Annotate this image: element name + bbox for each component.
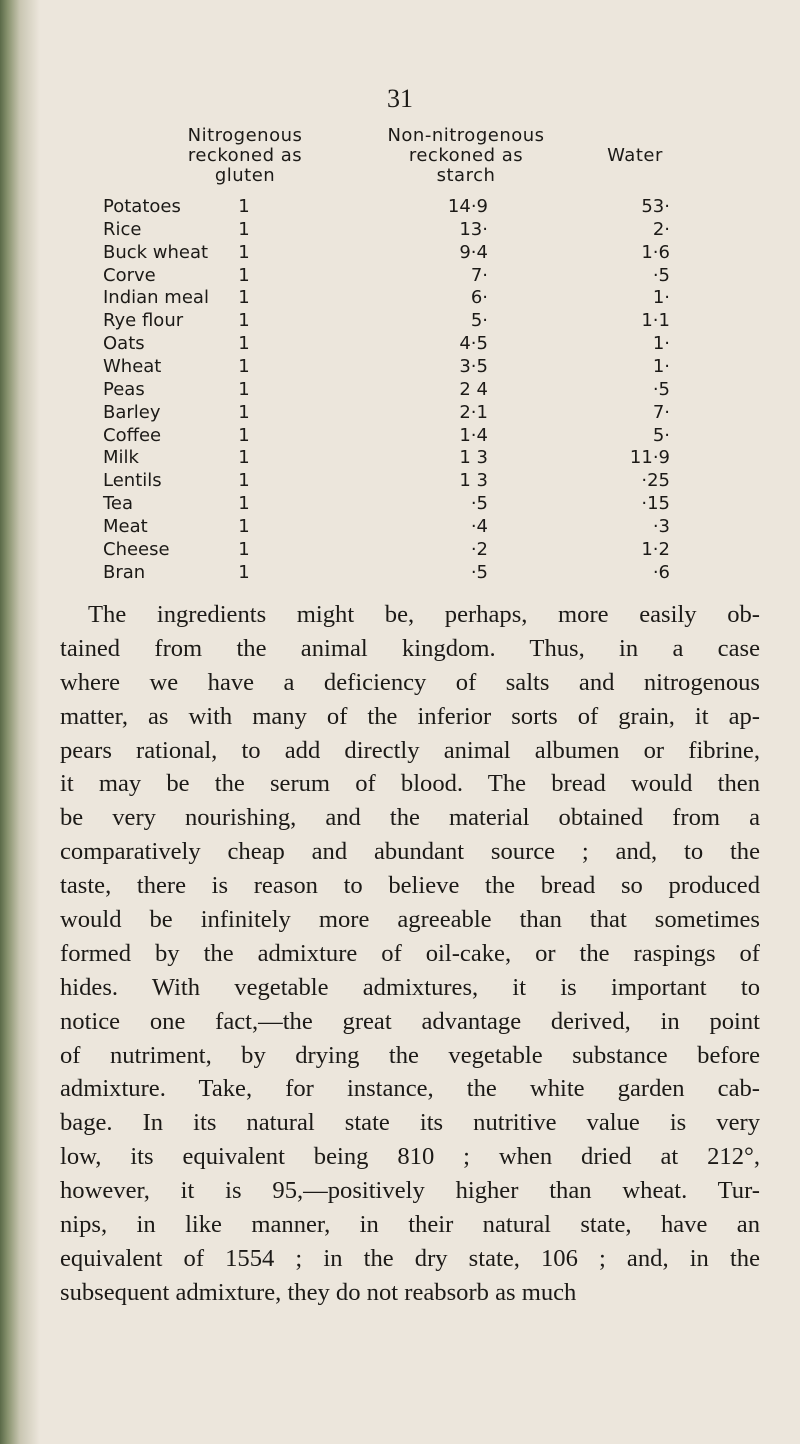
nitrogenous-cell: 1	[238, 218, 250, 240]
water-cell: ·3	[652, 515, 670, 537]
water-cell: 7·	[652, 401, 670, 423]
non-nitrogenous-cell: 5·	[470, 310, 488, 332]
non-nitrogenous-cell: ·2	[470, 538, 488, 560]
nitrogenous-cell: 1	[238, 424, 250, 446]
header-nitrogenous-line: Nitrogenous	[187, 125, 303, 146]
header-non-nitrogenous	[386, 126, 546, 186]
water-cell: ·15	[641, 493, 670, 515]
header-nitrogenous-line: gluten	[214, 165, 276, 186]
water-cell: ·5	[652, 264, 670, 286]
nitrogenous-cell: 1	[238, 401, 250, 423]
food-name-cell: Rye flour	[103, 310, 184, 332]
food-name-cell: Indian meal	[103, 287, 209, 309]
water-cell: 2·	[652, 218, 670, 240]
body-paragraph	[60, 598, 760, 1310]
paragraph-line: comparatively cheap and abundant source ; and, to the	[60, 838, 760, 866]
non-nitrogenous-cell: 13·	[459, 218, 488, 240]
paragraph-line: would be infinitely more agreeable than that sometimes	[60, 906, 760, 934]
paragraph-line: matter, as with many of the inferior sorts of grain, it ap-	[60, 702, 760, 730]
header-water	[590, 146, 680, 166]
food-name-cell: Peas	[103, 378, 145, 400]
header-nitrogenous	[180, 126, 310, 186]
nitrogenous-cell: 1	[238, 447, 250, 469]
non-nitrogenous-cell: 3·5	[459, 355, 488, 377]
paragraph-line: admixture. Take, for instance, the white garden cab-	[60, 1075, 760, 1103]
nitrogenous-cell: 1	[238, 378, 250, 400]
header-water-line: Water	[607, 145, 663, 166]
non-nitrogenous-cell: 14·9	[447, 196, 488, 217]
paragraph-line: be very nourishing, and the material obtained from a	[60, 804, 760, 832]
paragraph-line: it may be the serum of blood. The bread would then	[60, 770, 760, 798]
non-nitrogenous-cell: ·5	[470, 493, 488, 515]
paragraph-line: taste, there is reason to believe the bread so produced	[60, 872, 760, 900]
header-non-nitrogenous-line: Non-nitrogenous	[387, 125, 545, 146]
water-cell: 1·2	[641, 538, 670, 560]
water-cell: 53·	[641, 196, 670, 217]
nitrogenous-cell: 1	[238, 287, 250, 309]
non-nitrogenous-cell: 4·5	[459, 333, 488, 355]
water-cell: 1·1	[641, 310, 670, 332]
paragraph-line: equivalent of 1554 ; in the dry state, 106 ; and, in the	[60, 1244, 760, 1272]
food-name-cell: Lentils	[103, 470, 162, 492]
paragraph-line: low, its equivalent being 810 ; when dried at 212°,	[60, 1143, 760, 1171]
nitrogenous-cell: 1	[238, 310, 250, 332]
nitrogenous-cell: 1	[238, 538, 250, 560]
page-number: 31	[387, 84, 413, 113]
food-name-cell: Oats	[103, 333, 145, 355]
paragraph-line: nips, in like manner, in their natural state, have an	[60, 1211, 760, 1239]
water-cell: 11·9	[629, 447, 670, 469]
non-nitrogenous-cell: 1 3	[459, 447, 488, 469]
water-cell: ·5	[652, 378, 670, 400]
nitrogenous-cell: 1	[238, 196, 250, 217]
paragraph-line: bage. In its natural state its nutritive value is very	[60, 1109, 760, 1137]
food-name-cell: Rice	[103, 218, 142, 240]
water-cell: 1·	[652, 333, 670, 355]
food-name-cell: Coffee	[103, 424, 162, 446]
paragraph-line: hides. With vegetable admixtures, it is important to	[60, 973, 760, 1001]
food-name-cell: Potatoes	[103, 196, 181, 217]
non-nitrogenous-cell: 2 4	[459, 378, 488, 400]
non-nitrogenous-cell: 1·4	[459, 424, 488, 446]
food-name-cell: Milk	[103, 447, 139, 469]
non-nitrogenous-cell: 6·	[470, 287, 488, 309]
food-name-cell: Tea	[103, 493, 134, 515]
water-cell: 5·	[652, 424, 670, 446]
food-name-cell: Corve	[103, 264, 156, 286]
nitrogenous-cell: 1	[238, 264, 250, 286]
non-nitrogenous-cell: ·4	[470, 515, 488, 537]
nitrogenous-cell: 1	[238, 561, 250, 583]
nitrogenous-cell: 1	[238, 241, 250, 263]
nitrogenous-cell: 1	[238, 355, 250, 377]
nitrogenous-cell: 1	[238, 333, 250, 355]
nitrogenous-cell: 1	[238, 515, 250, 537]
table-row	[0, 562, 800, 590]
header-non-nitrogenous-line: starch	[436, 165, 496, 186]
paragraph-line: subsequent admixture, they do not reabsorb as much	[60, 1278, 577, 1306]
food-name-cell: Bran	[103, 561, 146, 583]
water-cell: 1·	[652, 355, 670, 377]
non-nitrogenous-cell: 1 3	[459, 470, 488, 492]
paragraph-line: tained from the animal kingdom. Thus, in a case	[60, 634, 760, 662]
food-name-cell: Wheat	[103, 355, 162, 377]
paragraph-line: notice one fact,—the great advantage derived, in point	[60, 1007, 760, 1035]
water-cell: 1·	[652, 287, 670, 309]
water-cell: 1·6	[641, 241, 670, 263]
paragraph-line: of nutriment, by drying the vegetable substance before	[60, 1041, 760, 1069]
paragraph-line: formed by the admixture of oil-cake, or the raspings of	[60, 939, 760, 967]
non-nitrogenous-cell: ·5	[470, 561, 488, 583]
nitrogenous-cell: 1	[238, 470, 250, 492]
food-name-cell: Meat	[103, 515, 148, 537]
food-name-cell: Barley	[103, 401, 161, 423]
water-cell: ·6	[652, 561, 670, 583]
non-nitrogenous-cell: 9·4	[459, 241, 488, 263]
paragraph-line: however, it is 95,—positively higher than wheat. Tur-	[60, 1177, 760, 1205]
header-nitrogenous-line: reckoned as	[187, 145, 303, 166]
paragraph-line: pears rational, to add directly animal albumen or fibrine,	[60, 736, 760, 764]
water-cell: ·25	[641, 470, 670, 492]
food-name-cell: Cheese	[103, 538, 170, 560]
header-non-nitrogenous-line: reckoned as	[408, 145, 524, 166]
food-name-cell: Buck wheat	[103, 241, 209, 263]
paragraph-line: The ingredients might be, perhaps, more easily ob-	[88, 601, 760, 628]
paragraph-line: where we have a deficiency of salts and nitrogenous	[60, 668, 760, 696]
non-nitrogenous-cell: 7·	[470, 264, 488, 286]
nitrogenous-cell: 1	[238, 493, 250, 515]
non-nitrogenous-cell: 2·1	[459, 401, 488, 423]
